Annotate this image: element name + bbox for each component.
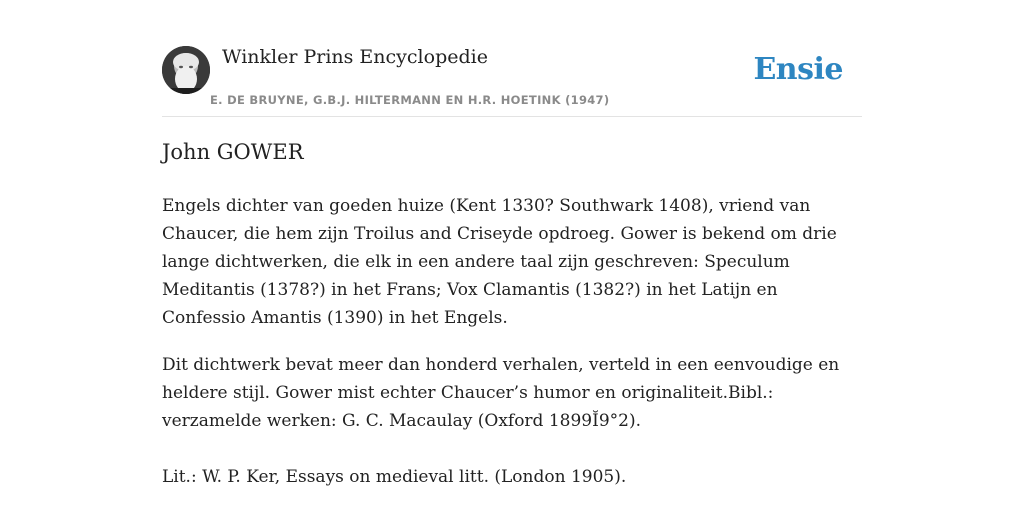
article-paragraph: Engels dichter van goeden huize (Kent 1330? Southwark 1408), vriend van Chaucer, die hem zijn Troilus and Criseyde opdroeg. Gower is bekend om drie lange dichtwerken, die elk in een andere taal zijn geschreven: Speculum Meditantis (1378?) in het Frans; Vox Clamantis (1382?) in het Latijn en Confessio Amantis (1390) in het Engels. [162, 196, 837, 328]
brand-logo[interactable]: Ensie [753, 52, 843, 87]
article-paragraph: Lit.: W. P. Ker, Essays on medieval litt. (London 1905). [162, 467, 627, 487]
header [162, 46, 862, 117]
article-paragraph: Dit dichtwerk bevat meer dan honderd verhalen, verteld in een eenvoudige en heldere stijl. Gower mist echter Chaucer’s humor en originaliteit.Bibl.: verzamelde werken: G. C. Macaulay (Oxford 1899Ĭ9°2). [162, 355, 840, 431]
author-avatar[interactable] [162, 46, 210, 94]
authors-line: E. DE BRUYNE, G.B.J. HILTERMANN EN H.R. HOETINK (1947) [210, 93, 610, 107]
article-title: John GOWER [162, 140, 304, 164]
site-title[interactable]: Winkler Prins Encyclopedie [222, 46, 488, 68]
portrait-icon [162, 46, 210, 94]
